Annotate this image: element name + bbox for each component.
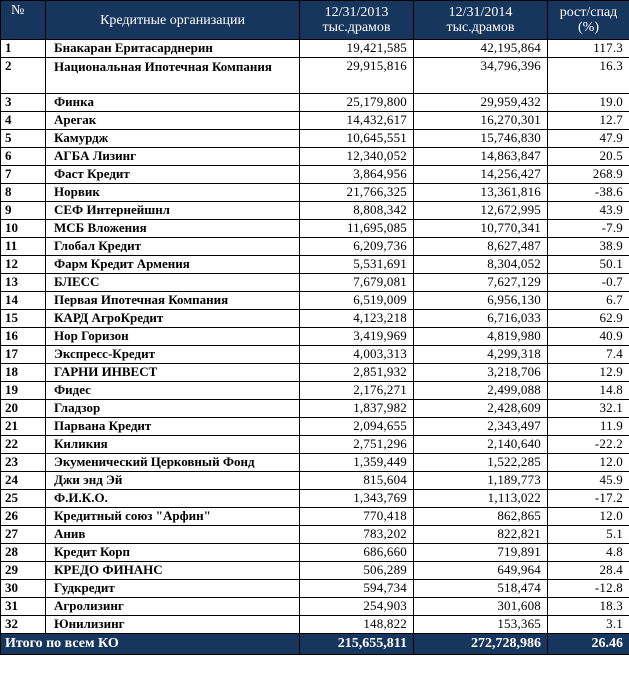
organization-name: Парвана Кредит xyxy=(46,418,300,436)
value-2014: 12,672,995 xyxy=(414,202,548,220)
organization-name: Финка xyxy=(46,94,300,112)
row-number: 29 xyxy=(1,562,46,580)
total-growth: 26.46 xyxy=(548,634,629,655)
growth-percent: 62.9 xyxy=(548,310,629,328)
value-2014: 1,113,022 xyxy=(414,490,548,508)
value-2014: 2,343,497 xyxy=(414,418,548,436)
row-number: 16 xyxy=(1,328,46,346)
value-2013: 3,864,956 xyxy=(300,166,414,184)
value-2013: 29,915,816 xyxy=(300,58,414,94)
organization-name: Гудкредит xyxy=(46,580,300,598)
row-number: 30 xyxy=(1,580,46,598)
row-number: 9 xyxy=(1,202,46,220)
value-2014: 29,959,432 xyxy=(414,94,548,112)
header-2014-unit: тыс.драмов xyxy=(446,20,515,35)
value-2014: 8,627,487 xyxy=(414,238,548,256)
table-row xyxy=(1,148,629,166)
table-row xyxy=(1,256,629,274)
header-row xyxy=(1,1,629,40)
row-number: 28 xyxy=(1,544,46,562)
organization-name: МСБ Вложения xyxy=(46,220,300,238)
table-row xyxy=(1,580,629,598)
value-2014: 8,304,052 xyxy=(414,256,548,274)
table-body xyxy=(1,40,629,634)
table-row xyxy=(1,40,629,58)
row-number: 31 xyxy=(1,598,46,616)
growth-percent: 16.3 xyxy=(548,58,629,94)
organization-name: КАРД АгроКредит xyxy=(46,310,300,328)
row-number: 10 xyxy=(1,220,46,238)
organization-name: Юнилизинг xyxy=(46,616,300,634)
table-row xyxy=(1,400,629,418)
growth-percent: 12.0 xyxy=(548,508,629,526)
organization-name: Кредитный союз "Арфин" xyxy=(46,508,300,526)
header-growth-label: рост/спад xyxy=(559,5,618,20)
table-footer xyxy=(1,634,629,655)
row-number: 19 xyxy=(1,382,46,400)
header-2014-date: 12/31/2014 xyxy=(448,5,513,20)
total-row xyxy=(1,634,629,655)
growth-percent: 11.9 xyxy=(548,418,629,436)
growth-percent: 4.8 xyxy=(548,544,629,562)
organization-name: СЕФ Интернейшнл xyxy=(46,202,300,220)
growth-percent: 40.9 xyxy=(548,328,629,346)
value-2013: 686,660 xyxy=(300,544,414,562)
growth-percent: -17.2 xyxy=(548,490,629,508)
header-2013-date: 12/31/2013 xyxy=(324,5,389,20)
header-growth xyxy=(548,1,629,40)
row-number: 4 xyxy=(1,112,46,130)
value-2013: 8,808,342 xyxy=(300,202,414,220)
growth-percent: 38.9 xyxy=(548,238,629,256)
value-2014: 34,796,396 xyxy=(414,58,548,94)
header-organizations: Кредитные организации xyxy=(46,1,300,40)
organization-name: Нор Горизон xyxy=(46,328,300,346)
row-number: 26 xyxy=(1,508,46,526)
value-2014: 2,499,088 xyxy=(414,382,548,400)
organization-name: Кредит Корп xyxy=(46,544,300,562)
table-row xyxy=(1,94,629,112)
value-2013: 254,903 xyxy=(300,598,414,616)
table-row xyxy=(1,598,629,616)
growth-percent: 117.3 xyxy=(548,40,629,58)
value-2014: 2,140,640 xyxy=(414,436,548,454)
organization-name: Джи энд Эй xyxy=(46,472,300,490)
header-2013-unit: тыс.драмов xyxy=(322,20,391,35)
table-row xyxy=(1,328,629,346)
table-row xyxy=(1,58,629,94)
value-2013: 3,419,969 xyxy=(300,328,414,346)
value-2013: 4,123,218 xyxy=(300,310,414,328)
growth-percent: 18.3 xyxy=(548,598,629,616)
value-2014: 4,299,318 xyxy=(414,346,548,364)
growth-percent: 43.9 xyxy=(548,202,629,220)
value-2014: 10,770,341 xyxy=(414,220,548,238)
row-number: 11 xyxy=(1,238,46,256)
table-row xyxy=(1,364,629,382)
table-row xyxy=(1,238,629,256)
growth-percent: 32.1 xyxy=(548,400,629,418)
table-row xyxy=(1,544,629,562)
organization-name: Гладзор xyxy=(46,400,300,418)
value-2013: 19,421,585 xyxy=(300,40,414,58)
value-2013: 10,645,551 xyxy=(300,130,414,148)
table-row xyxy=(1,382,629,400)
value-2013: 815,604 xyxy=(300,472,414,490)
table-row xyxy=(1,508,629,526)
value-2014: 822,821 xyxy=(414,526,548,544)
value-2013: 7,679,081 xyxy=(300,274,414,292)
row-number: 6 xyxy=(1,148,46,166)
organization-name: Фаст Кредит xyxy=(46,166,300,184)
table-row xyxy=(1,166,629,184)
growth-percent: 28.4 xyxy=(548,562,629,580)
table-row xyxy=(1,472,629,490)
organization-name: Национальная Ипотечная Компания xyxy=(46,58,300,94)
value-2013: 2,094,655 xyxy=(300,418,414,436)
growth-percent: -38.6 xyxy=(548,184,629,202)
growth-percent: 12.0 xyxy=(548,454,629,472)
value-2013: 11,695,085 xyxy=(300,220,414,238)
growth-percent: 7.4 xyxy=(548,346,629,364)
organization-name: Фидес xyxy=(46,382,300,400)
row-number: 24 xyxy=(1,472,46,490)
row-number: 22 xyxy=(1,436,46,454)
value-2014: 3,218,706 xyxy=(414,364,548,382)
table-row xyxy=(1,310,629,328)
value-2014: 153,365 xyxy=(414,616,548,634)
row-number: 12 xyxy=(1,256,46,274)
organization-name: Анив xyxy=(46,526,300,544)
row-number: 27 xyxy=(1,526,46,544)
growth-percent: 12.9 xyxy=(548,364,629,382)
organization-name: БЛЕСС xyxy=(46,274,300,292)
growth-percent: 47.9 xyxy=(548,130,629,148)
total-2014: 272,728,986 xyxy=(414,634,548,655)
table-row xyxy=(1,220,629,238)
value-2013: 14,432,617 xyxy=(300,112,414,130)
growth-percent: 5.1 xyxy=(548,526,629,544)
row-number: 17 xyxy=(1,346,46,364)
header-growth-unit: (%) xyxy=(578,20,599,35)
organization-name: КРЕДО ФИНАНС xyxy=(46,562,300,580)
total-2013: 215,655,811 xyxy=(300,634,414,655)
row-number: 14 xyxy=(1,292,46,310)
organization-name: Норвик xyxy=(46,184,300,202)
growth-percent: 6.7 xyxy=(548,292,629,310)
growth-percent: 268.9 xyxy=(548,166,629,184)
table-row xyxy=(1,292,629,310)
value-2013: 1,359,449 xyxy=(300,454,414,472)
row-number: 3 xyxy=(1,94,46,112)
value-2013: 21,766,325 xyxy=(300,184,414,202)
value-2013: 5,531,691 xyxy=(300,256,414,274)
header-2014 xyxy=(414,1,548,40)
table-row xyxy=(1,274,629,292)
growth-percent: 14.8 xyxy=(548,382,629,400)
value-2013: 6,209,736 xyxy=(300,238,414,256)
growth-percent: 19.0 xyxy=(548,94,629,112)
growth-percent: -7.9 xyxy=(548,220,629,238)
organization-name: Ф.И.К.О. xyxy=(46,490,300,508)
table-row xyxy=(1,454,629,472)
value-2014: 15,746,830 xyxy=(414,130,548,148)
row-number: 18 xyxy=(1,364,46,382)
value-2014: 1,189,773 xyxy=(414,472,548,490)
value-2014: 649,964 xyxy=(414,562,548,580)
organization-name: Бнакаран Еритасарднерин xyxy=(46,40,300,58)
organization-name: Киликия xyxy=(46,436,300,454)
value-2013: 1,837,982 xyxy=(300,400,414,418)
table-row xyxy=(1,490,629,508)
row-number: 1 xyxy=(1,40,46,58)
value-2013: 770,418 xyxy=(300,508,414,526)
table-row xyxy=(1,130,629,148)
row-number: 15 xyxy=(1,310,46,328)
row-number: 21 xyxy=(1,418,46,436)
table-row xyxy=(1,616,629,634)
table-row xyxy=(1,112,629,130)
value-2013: 783,202 xyxy=(300,526,414,544)
growth-percent: 20.5 xyxy=(548,148,629,166)
value-2013: 594,734 xyxy=(300,580,414,598)
value-2013: 25,179,800 xyxy=(300,94,414,112)
organization-name: Экуменический Церковный Фонд xyxy=(46,454,300,472)
row-number: 5 xyxy=(1,130,46,148)
value-2014: 6,956,130 xyxy=(414,292,548,310)
growth-percent: 3.1 xyxy=(548,616,629,634)
organization-name: Глобал Кредит xyxy=(46,238,300,256)
growth-percent: -0.7 xyxy=(548,274,629,292)
table-row xyxy=(1,436,629,454)
row-number: 23 xyxy=(1,454,46,472)
organization-name: Экспресс-Кредит xyxy=(46,346,300,364)
growth-percent: -12.8 xyxy=(548,580,629,598)
value-2014: 518,474 xyxy=(414,580,548,598)
value-2014: 862,865 xyxy=(414,508,548,526)
value-2013: 6,519,009 xyxy=(300,292,414,310)
total-label: Итого по всем КО xyxy=(1,634,300,655)
table-row xyxy=(1,562,629,580)
organization-name: Агролизинг xyxy=(46,598,300,616)
value-2013: 2,176,271 xyxy=(300,382,414,400)
value-2014: 7,627,129 xyxy=(414,274,548,292)
row-number: 20 xyxy=(1,400,46,418)
row-number: 25 xyxy=(1,490,46,508)
value-2013: 12,340,052 xyxy=(300,148,414,166)
row-number: 2 xyxy=(1,58,46,94)
table-row xyxy=(1,418,629,436)
header-number: № xyxy=(1,1,46,40)
value-2014: 301,608 xyxy=(414,598,548,616)
organization-name: Фарм Кредит Армения xyxy=(46,256,300,274)
value-2013: 1,343,769 xyxy=(300,490,414,508)
value-2014: 2,428,609 xyxy=(414,400,548,418)
row-number: 7 xyxy=(1,166,46,184)
table-row xyxy=(1,346,629,364)
row-number: 32 xyxy=(1,616,46,634)
table-header xyxy=(1,1,629,40)
value-2014: 42,195,864 xyxy=(414,40,548,58)
growth-percent: 45.9 xyxy=(548,472,629,490)
row-number: 8 xyxy=(1,184,46,202)
row-number: 13 xyxy=(1,274,46,292)
organization-name: Арегак xyxy=(46,112,300,130)
growth-percent: -22.2 xyxy=(548,436,629,454)
growth-percent: 12.7 xyxy=(548,112,629,130)
value-2014: 14,863,847 xyxy=(414,148,548,166)
table-row xyxy=(1,184,629,202)
organization-name: Первая Ипотечная Компания xyxy=(46,292,300,310)
value-2014: 14,256,427 xyxy=(414,166,548,184)
value-2014: 6,716,033 xyxy=(414,310,548,328)
value-2013: 2,751,296 xyxy=(300,436,414,454)
value-2013: 2,851,932 xyxy=(300,364,414,382)
growth-percent: 50.1 xyxy=(548,256,629,274)
organization-name: АГБА Лизинг xyxy=(46,148,300,166)
value-2014: 4,819,980 xyxy=(414,328,548,346)
value-2014: 16,270,301 xyxy=(414,112,548,130)
organization-name: ГАРНИ ИНВЕСТ xyxy=(46,364,300,382)
value-2014: 719,891 xyxy=(414,544,548,562)
value-2013: 506,289 xyxy=(300,562,414,580)
table-row xyxy=(1,526,629,544)
value-2013: 148,822 xyxy=(300,616,414,634)
value-2014: 1,522,285 xyxy=(414,454,548,472)
table-row xyxy=(1,202,629,220)
value-2013: 4,003,313 xyxy=(300,346,414,364)
value-2014: 13,361,816 xyxy=(414,184,548,202)
organization-name: Камурдж xyxy=(46,130,300,148)
header-2013 xyxy=(300,1,414,40)
